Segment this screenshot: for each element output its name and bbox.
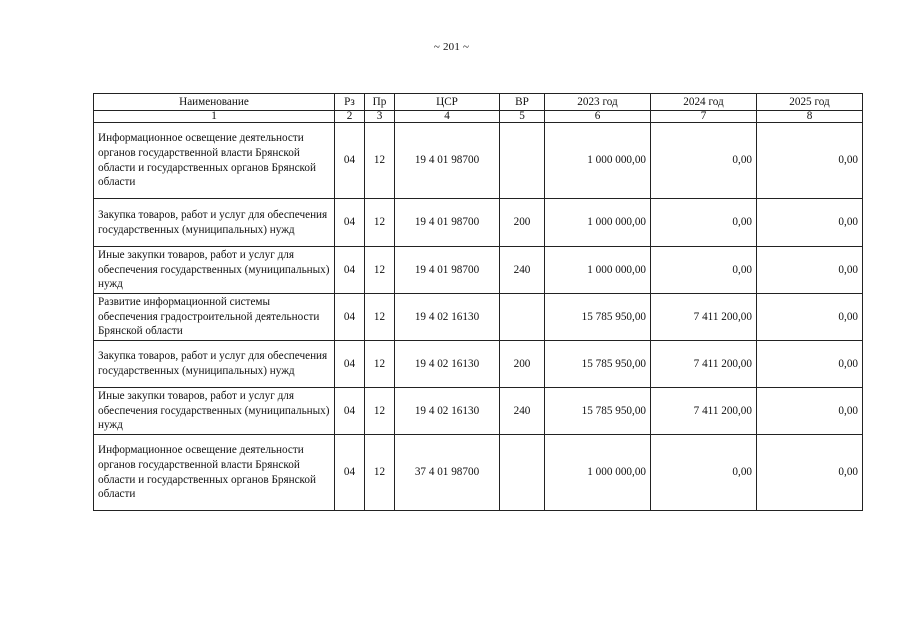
- row-pr: 12: [365, 199, 395, 247]
- table-row: [94, 341, 863, 388]
- header-2024: 2024 год: [651, 94, 757, 111]
- row-2024: 0,00: [651, 123, 757, 199]
- row-2025: 0,00: [757, 341, 863, 388]
- row-rz: 04: [335, 341, 365, 388]
- row-vr: [500, 435, 545, 511]
- row-pr: 12: [365, 294, 395, 341]
- column-number: 8: [757, 111, 863, 123]
- row-2025: 0,00: [757, 123, 863, 199]
- table-row: [94, 388, 863, 435]
- row-name: Информационное освещение деятельности органов государственной власти Брянской области и государственных органов Брянской области: [94, 435, 335, 511]
- row-rz: 04: [335, 435, 365, 511]
- row-vr: 240: [500, 388, 545, 435]
- row-vr: [500, 294, 545, 341]
- row-2024: 0,00: [651, 199, 757, 247]
- row-csr: 19 4 02 16130: [395, 341, 500, 388]
- table-row: [94, 199, 863, 247]
- row-2023: 1 000 000,00: [545, 247, 651, 294]
- row-2024: 0,00: [651, 435, 757, 511]
- row-rz: 04: [335, 388, 365, 435]
- header-csr: ЦСР: [395, 94, 500, 111]
- row-csr: 19 4 01 98700: [395, 199, 500, 247]
- row-2025: 0,00: [757, 294, 863, 341]
- row-2023: 1 000 000,00: [545, 199, 651, 247]
- column-number: 5: [500, 111, 545, 123]
- table-row: [94, 435, 863, 511]
- row-pr: 12: [365, 388, 395, 435]
- row-2023: 15 785 950,00: [545, 341, 651, 388]
- row-name: Развитие информационной системы обеспечения градостроительной деятельности Брянской области: [94, 294, 335, 341]
- row-2023: 15 785 950,00: [545, 388, 651, 435]
- page-number: ~ 201 ~: [433, 41, 470, 53]
- row-2023: 15 785 950,00: [545, 294, 651, 341]
- header-rz: Рз: [335, 94, 365, 111]
- row-pr: 12: [365, 341, 395, 388]
- header-2025: 2025 год: [757, 94, 863, 111]
- row-pr: 12: [365, 247, 395, 294]
- row-vr: 240: [500, 247, 545, 294]
- column-number: 1: [94, 111, 335, 123]
- row-csr: 19 4 01 98700: [395, 247, 500, 294]
- row-name: Закупка товаров, работ и услуг для обеспечения государственных (муниципальных) нужд: [94, 199, 335, 247]
- row-2025: 0,00: [757, 247, 863, 294]
- row-csr: 19 4 02 16130: [395, 294, 500, 341]
- row-name: Закупка товаров, работ и услуг для обеспечения государственных (муниципальных) нужд: [94, 341, 335, 388]
- row-2025: 0,00: [757, 388, 863, 435]
- column-number: 7: [651, 111, 757, 123]
- row-2023: 1 000 000,00: [545, 435, 651, 511]
- header-2023: 2023 год: [545, 94, 651, 111]
- row-csr: 19 4 01 98700: [395, 123, 500, 199]
- header-vr: ВР: [500, 94, 545, 111]
- row-2025: 0,00: [757, 199, 863, 247]
- header-pr: Пр: [365, 94, 395, 111]
- row-name: Иные закупки товаров, работ и услуг для обеспечения государственных (муниципальных) нужд: [94, 388, 335, 435]
- column-number-row: [94, 111, 863, 123]
- row-rz: 04: [335, 123, 365, 199]
- row-vr: 200: [500, 199, 545, 247]
- header-name: Наименование: [94, 94, 335, 111]
- column-number: 6: [545, 111, 651, 123]
- header-row: [94, 94, 863, 111]
- table-row: [94, 247, 863, 294]
- row-pr: 12: [365, 435, 395, 511]
- row-2024: 7 411 200,00: [651, 294, 757, 341]
- row-2024: 0,00: [651, 247, 757, 294]
- row-2025: 0,00: [757, 435, 863, 511]
- column-number: 3: [365, 111, 395, 123]
- row-name: Информационное освещение деятельности органов государственной власти Брянской области и государственных органов Брянской области: [94, 123, 335, 199]
- column-number: 2: [335, 111, 365, 123]
- row-csr: 19 4 02 16130: [395, 388, 500, 435]
- row-vr: 200: [500, 341, 545, 388]
- table-row: [94, 123, 863, 199]
- row-vr: [500, 123, 545, 199]
- row-csr: 37 4 01 98700: [395, 435, 500, 511]
- column-number: 4: [395, 111, 500, 123]
- row-2024: 7 411 200,00: [651, 341, 757, 388]
- row-rz: 04: [335, 247, 365, 294]
- table-row: [94, 294, 863, 341]
- row-pr: 12: [365, 123, 395, 199]
- row-rz: 04: [335, 294, 365, 341]
- row-2023: 1 000 000,00: [545, 123, 651, 199]
- budget-table: [93, 93, 863, 511]
- row-2024: 7 411 200,00: [651, 388, 757, 435]
- row-name: Иные закупки товаров, работ и услуг для обеспечения государственных (муниципальных) нужд: [94, 247, 335, 294]
- row-rz: 04: [335, 199, 365, 247]
